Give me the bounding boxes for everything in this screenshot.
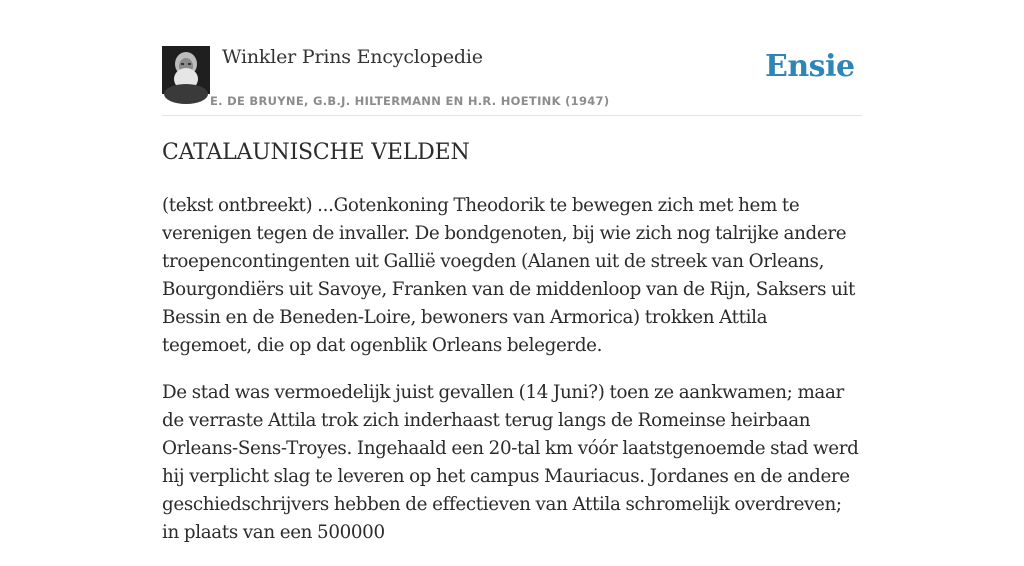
author-avatar bbox=[162, 46, 210, 94]
article-body bbox=[162, 192, 862, 566]
article-title: CATALAUNISCHE VELDEN bbox=[162, 140, 470, 165]
header-divider bbox=[162, 115, 862, 116]
author-portrait-icon bbox=[162, 46, 210, 94]
authors-line: E. DE BRUYNE, G.B.J. HILTERMANN EN H.R. HOETINK (1947) bbox=[210, 94, 610, 108]
brand-logo[interactable]: Ensie bbox=[765, 49, 855, 84]
site-title[interactable]: Winkler Prins Encyclopedie bbox=[222, 46, 483, 68]
article-paragraph: De stad was vermoedelijk juist gevallen (14 Juni?) toen ze aankwamen; maar de verraste Attila trok zich inderhaast terug langs de Romeinse heirbaan Orleans-Sens-Troyes. Ingehaald een 20-tal km vóór laatstgenoemde stad werd hij verplicht slag te leveren op het campus Mauriacus. Jordanes en de andere geschiedschrijvers hebben de effectieven van Attila schromelijk overdreven; in plaats van een 500000 bbox=[162, 382, 859, 543]
article-paragraph: (tekst ontbreekt) ...Gotenkoning Theodorik te bewegen zich met hem te verenigen tegen de invaller. De bondgenoten, bij wie zich nog talrijke andere troepencontingenten uit Gallië voegden (Alanen uit de streek van Orleans, Bourgondiërs uit Savoye, Franken van de middenloop van de Rijn, Saksers uit Bessin en de Beneden-Loire, bewoners van Armorica) trokken Attila tegemoet, die op dat ogenblik Orleans belegerde. bbox=[162, 195, 855, 356]
